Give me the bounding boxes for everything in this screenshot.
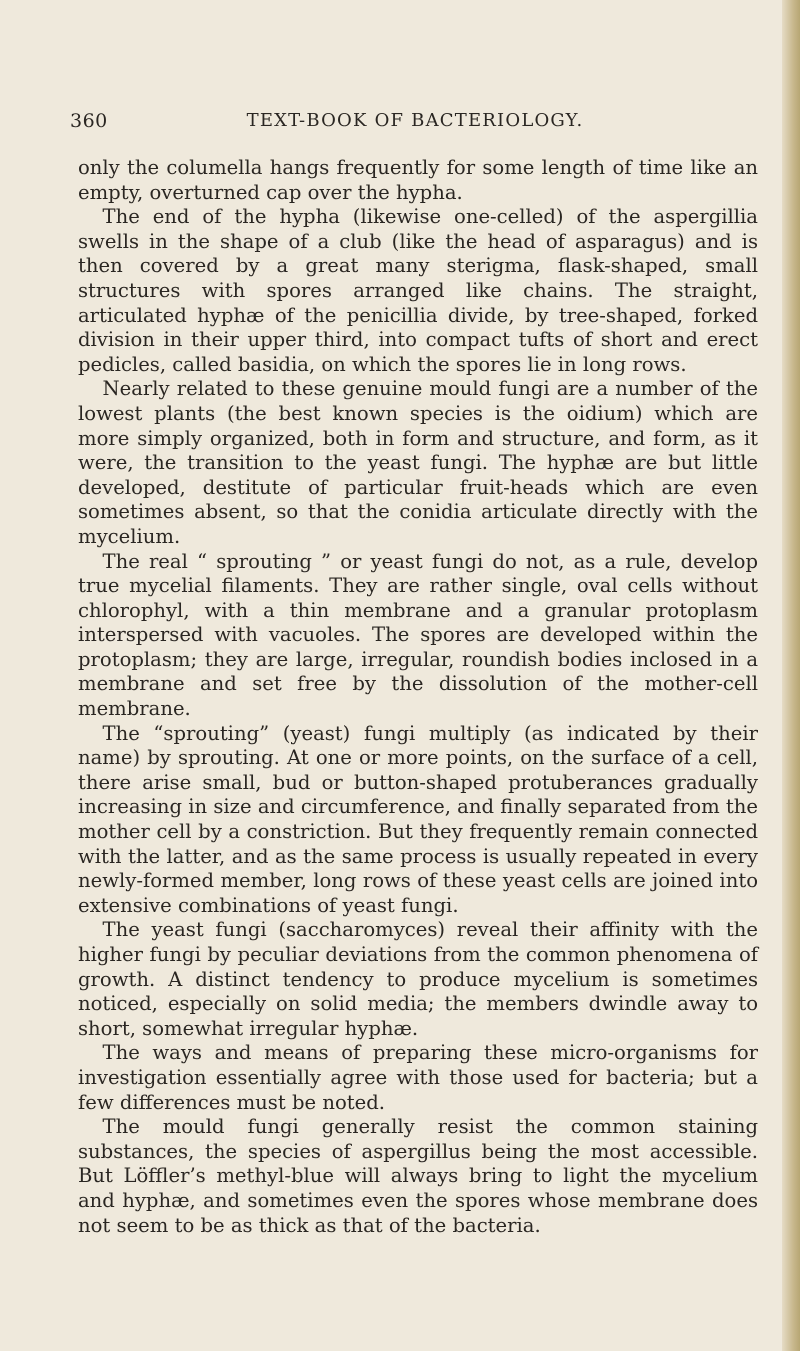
running-head bbox=[70, 110, 760, 140]
paragraph-staining: The mould fungi generally resist the common staining substances, the species of aspergillus being the most accessible. But Löffler’s methyl-blue will always bring to light the mycelium and hyphæ, and sometimes even the spores whose membrane does not seem to be as thick as that of the bacteria. bbox=[78, 1115, 758, 1237]
running-title: TEXT-BOOK OF BACTERIOLOGY. bbox=[246, 110, 584, 131]
paragraph-continuation: only the columella hangs frequently for some length of time like an empty, overturned cap over the hypha. bbox=[78, 156, 758, 204]
paragraph-multiplication: The “sprouting” (yeast) fungi multiply (as indicated by their name) by sprouting. At one or more points, on the surface of a cell, there arise small, bud or button-shaped protuberances gradually increasing in size and circumference, and finally separated from the mother cell by a constriction. But they frequently remain connected with the latter, and as the same process is usually repeated in every newly-formed member, long rows of these yeast cells are joined into extensive combinations of yeast fungi. bbox=[78, 721, 758, 917]
paragraph-aspergillia: The end of the hypha (likewise one-celled) of the aspergillia swells in the shape of a club (like the head of asparagus) and is then covered by a great many sterigma, flask-shaped, small structures with spores arranged like chains. The straight, articulated hyphæ of the penicillia divide, by tree-shaped, forked division in their upper third, into compact tufts of short and erect pedicles, called basidia, on which the spores lie in long rows. bbox=[78, 205, 758, 376]
paragraph-preparation: The ways and means of preparing these micro-organisms for investigation essentially agree with those used for bacteria; but a few differences must be noted. bbox=[78, 1041, 758, 1114]
paragraph-oidium: Nearly related to these genuine mould fungi are a number of the lowest plants (the best known species is the oidium) which are more simply organized, both in form and structure, and form, as it were, the transition to the yeast fungi. The hyphæ are but little developed, destitute of particular fruit-heads which are even sometimes absent, so that the conidia articulate directly with the mycelium. bbox=[78, 377, 758, 548]
body-text bbox=[78, 156, 758, 1238]
page-edge-shadow bbox=[782, 0, 800, 1351]
paragraph-sprouting-fungi: The real “ sprouting ” or yeast fungi do not, as a rule, develop true mycelial filaments. They are rather single, oval cells without chlorophyl, with a thin membrane and a granular protoplasm interspersed with vacuoles. The spores are developed within the protoplasm; they are large, irregular, roundish bodies inclosed in a membrane and set free by the dissolution of the mother-cell membrane. bbox=[78, 549, 758, 721]
page-number: 360 bbox=[70, 110, 108, 132]
paragraph-saccharomyces: The yeast fungi (saccharomyces) reveal their affinity with the higher fungi by peculiar deviations from the common phenomena of growth. A distinct tendency to produce mycelium is sometimes noticed, especially on solid media; the members dwindle away to short, somewhat irregular hyphæ. bbox=[78, 918, 758, 1040]
